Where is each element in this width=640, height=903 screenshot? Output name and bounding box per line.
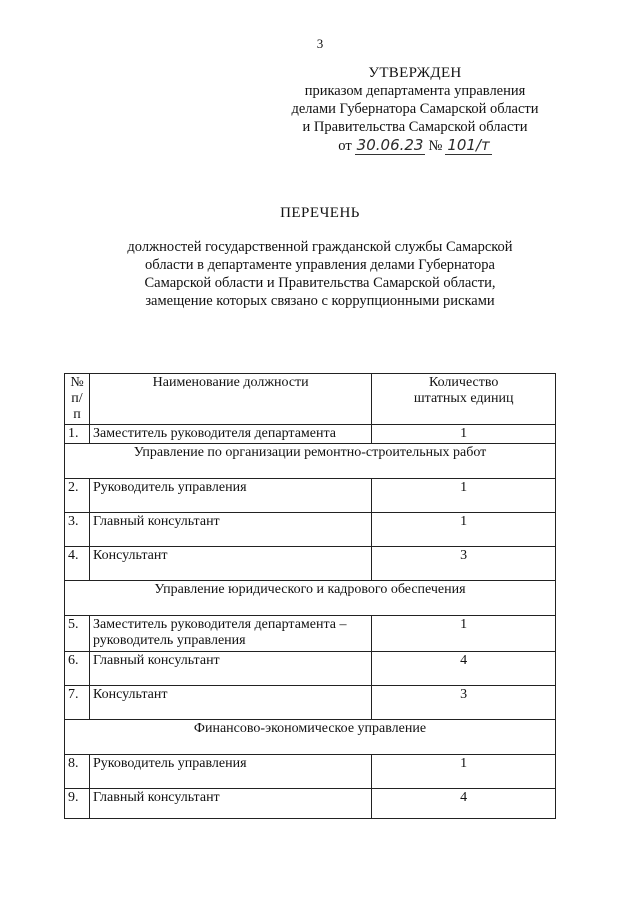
row-qty: 1 <box>372 425 556 444</box>
row-position: Заместитель руководителя департамента <box>89 425 371 444</box>
approval-line: делами Губернатора Самарской области <box>291 101 539 117</box>
header-qty-line: Количество <box>428 375 499 390</box>
row-position: Главный консультант <box>89 789 371 819</box>
approval-line: приказом департамента управления <box>304 83 526 99</box>
date-prefix: от <box>338 138 352 154</box>
page-number: 3 <box>316 36 324 51</box>
approval-block <box>290 64 540 155</box>
row-position: Руководитель управления <box>89 479 371 513</box>
row-num: 3. <box>65 513 90 547</box>
row-position-line: руководитель управления <box>92 633 246 648</box>
row-qty: 4 <box>372 789 556 819</box>
row-qty: 4 <box>372 652 556 686</box>
table-row <box>65 789 556 819</box>
row-num: 4. <box>65 547 90 581</box>
subtitle-line: должностей государственной гражданской службы Самарской <box>127 239 513 255</box>
subtitle-line: области в департаменте управления делами Губернатора <box>145 257 495 273</box>
row-qty: 1 <box>372 513 556 547</box>
table-row <box>65 652 556 686</box>
number-prefix: № <box>428 138 443 154</box>
row-num: 8. <box>65 755 90 789</box>
handwritten-number: 101/т <box>447 136 490 154</box>
table-row <box>65 547 556 581</box>
row-position: Главный консультант <box>89 513 371 547</box>
document-title: ПЕРЕЧЕНЬ <box>280 205 360 221</box>
row-qty: 1 <box>372 755 556 789</box>
subtitle-line: замещение которых связано с коррупционными рисками <box>145 293 495 309</box>
row-position: Главный консультант <box>89 652 371 686</box>
row-position: Руководитель управления <box>89 755 371 789</box>
approval-heading: УТВЕРЖДЕН <box>368 65 462 81</box>
section-title: Финансово-экономическое управление <box>65 720 556 755</box>
section-row <box>65 720 556 755</box>
row-num: 9. <box>65 789 90 819</box>
row-num: 2. <box>65 479 90 513</box>
row-num: 1. <box>65 425 90 444</box>
row-qty: 1 <box>372 479 556 513</box>
row-qty: 3 <box>372 547 556 581</box>
approval-line: и Правительства Самарской области <box>302 119 528 135</box>
table-row <box>65 616 556 652</box>
section-row <box>65 581 556 616</box>
header-qty-line: штатных единиц <box>413 391 514 406</box>
subtitle-line: Самарской области и Правительства Самарской области, <box>144 275 496 291</box>
table-row <box>65 513 556 547</box>
header-name <box>89 374 371 425</box>
table-row <box>65 755 556 789</box>
table-row <box>65 425 556 444</box>
approval-date-line <box>290 136 540 155</box>
handwritten-date: 30.06.23 <box>356 136 424 154</box>
row-qty: 3 <box>372 686 556 720</box>
row-num: 7. <box>65 686 90 720</box>
row-position: Консультант <box>89 547 371 581</box>
row-position-line: Заместитель руководителя департамента – <box>92 617 347 632</box>
section-title: Управление по организации ремонтно-строительных работ <box>65 444 556 479</box>
row-num: 5. <box>65 616 90 652</box>
row-num: 6. <box>65 652 90 686</box>
positions-table <box>64 373 556 819</box>
header-num-line: № <box>70 375 84 390</box>
header-num <box>65 374 90 425</box>
document-subtitle <box>100 238 540 310</box>
table-row <box>65 686 556 720</box>
header-num-line: п/п <box>71 391 83 422</box>
header-qty <box>372 374 556 425</box>
table-row <box>65 479 556 513</box>
row-position: Консультант <box>89 686 371 720</box>
section-title: Управление юридического и кадрового обеспечения <box>65 581 556 616</box>
section-row <box>65 444 556 479</box>
table-header-row <box>65 374 556 425</box>
row-position <box>89 616 371 652</box>
header-name-text: Наименование должности <box>152 375 309 390</box>
row-qty: 1 <box>372 616 556 652</box>
